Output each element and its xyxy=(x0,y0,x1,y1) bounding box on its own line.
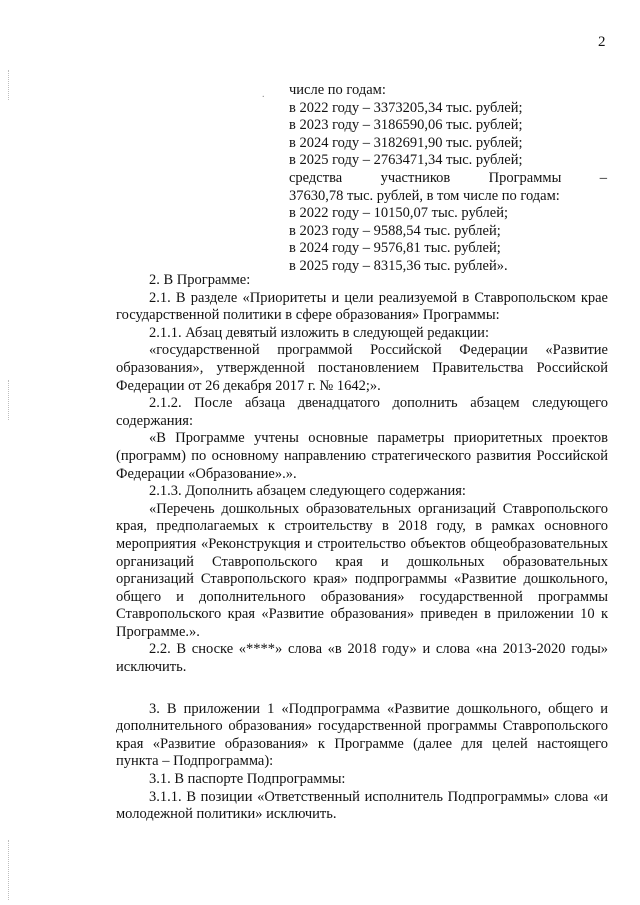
finance-line: в 2023 году – 9588,54 тыс. рублей; xyxy=(289,222,501,239)
paragraph-gap xyxy=(116,677,608,701)
finance-line: в 2024 году – 3182691,90 тыс. рублей; xyxy=(289,134,523,151)
word: – xyxy=(599,169,607,186)
body-text xyxy=(116,272,608,824)
paragraph: 2.1.3. Дополнить абзацем следующего содержания: xyxy=(149,483,466,500)
paragraph: «В Программе учтены основные параметры приоритетных проектов (программ) по основному направлению стратегического развития Российской Федерации «Образование».». xyxy=(116,430,608,482)
finance-line: в 2022 году – 10150,07 тыс. рублей; xyxy=(289,205,509,222)
word: средства xyxy=(289,169,343,186)
paragraph: 3. В приложении 1 «Подпрограмма «Развитие дошкольного, общего и дополнительного образования» государственной программы Ставропольского края «Развитие образования» к Программе (далее для целей настоящего пункта – Подпрограмма): xyxy=(116,700,608,770)
paragraph: 2.1.1. Абзац девятый изложить в следующей редакции: xyxy=(149,324,489,341)
word: участников xyxy=(380,169,451,186)
word: Программы xyxy=(488,169,562,186)
scan-edge-mark xyxy=(8,840,9,900)
scan-edge-mark xyxy=(8,70,9,100)
finance-line: числе по годам: xyxy=(289,82,386,98)
paragraph: 2. В Программе: xyxy=(149,272,251,288)
finance-line: в 2025 году – 2763471,34 тыс. рублей; xyxy=(289,152,523,169)
scan-edge-mark xyxy=(8,380,9,420)
finance-line: в 2025 году – 8315,36 тыс. рублей». xyxy=(289,257,508,274)
finance-line: в 2024 году – 9576,81 тыс. рублей; xyxy=(289,240,501,257)
paragraph: 2.2. В сноске «****» слова «в 2018 году» и слова «на 2013-2020 годы» исключить. xyxy=(116,641,608,676)
paragraph: 2.1.2. После абзаца двенадцатого дополнить абзацем следующего содержания: xyxy=(116,395,608,429)
paragraph: 3.1. В паспорте Подпрограммы: xyxy=(149,771,346,788)
participants-line xyxy=(289,170,607,188)
paragraph: 3.1.1. В позиции «Ответственный исполнитель Подпрограммы» слова «и молодежной политики» исключить. xyxy=(116,788,608,823)
finance-line: в 2022 году – 3373205,34 тыс. рублей; xyxy=(289,99,523,116)
finance-line: в 2023 году – 3186590,06 тыс. рублей; xyxy=(289,117,523,134)
page-number: 2 xyxy=(598,34,606,50)
scan-dot: . xyxy=(262,89,265,100)
paragraph: «Перечень дошкольных образовательных организаций Ставропольского края, предполагаемых к строительству в 2018 году, в рамках основного мероприятия «Реконструкция и строительство объектов общеобразовательных организаций Ставропольского края и дошкольных образовательных организаций Ставропольского края» подпрограммы «Развитие дошкольного, общего и дополнительного образования» государственной программы Ставропольского края «Развитие образования» приведен в приложении 10 к Программе.». xyxy=(116,500,608,640)
finance-line: 37630,78 тыс. рублей, в том числе по годам: xyxy=(289,187,560,204)
paragraph: «государственной программой Российской Федерации «Развитие образования», утвержденной постановлением Правительства Российской Федерации от 26 декабря 2017 г. № 1642;». xyxy=(116,342,608,394)
finance-block xyxy=(289,82,607,276)
paragraph: 2.1. В разделе «Приоритеты и цели реализуемой в Ставропольском крае государственной политики в сфере образования» Программы: xyxy=(116,289,608,324)
